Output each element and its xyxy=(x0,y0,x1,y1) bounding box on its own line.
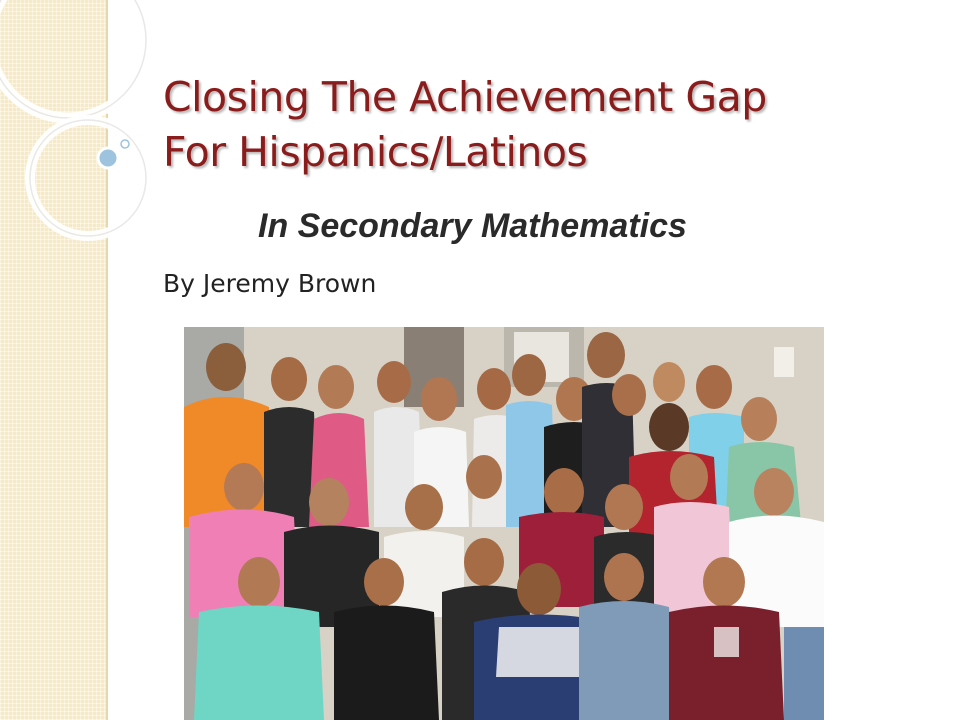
group-photo xyxy=(184,327,824,720)
slide-subtitle: In Secondary Mathematics xyxy=(258,207,687,245)
decorative-rings xyxy=(0,0,180,260)
group-photo-illustration xyxy=(184,327,824,720)
slide-title xyxy=(163,70,863,180)
author-line: By Jeremy Brown xyxy=(163,269,377,298)
small-bubble xyxy=(121,140,129,148)
title-line-2: For Hispanics/Latinos xyxy=(163,128,588,176)
blue-bubble xyxy=(98,148,118,168)
large-ring xyxy=(0,0,146,118)
title-line-1: Closing The Achievement Gap xyxy=(163,73,767,121)
